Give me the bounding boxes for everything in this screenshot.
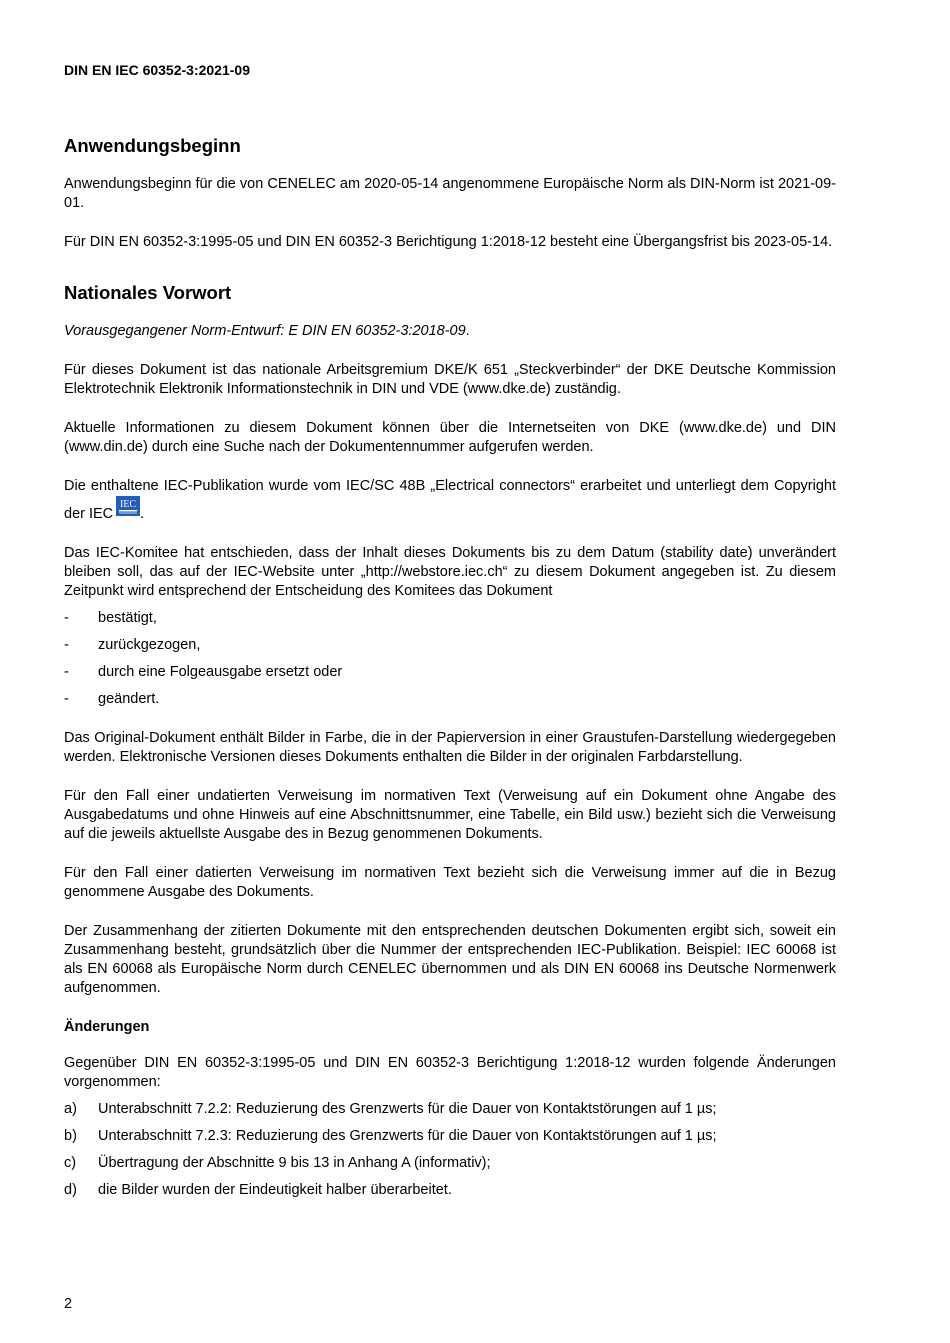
list-marker: b) — [64, 1128, 77, 1144]
paragraph: Der Zusammenhang der zitierten Dokumente mit den entsprechenden deutschen Dokumenten ergibt sich, soweit ein Zusammenhang besteht, grundsätzlich über die Nummer der entsprechenden IEC-Publikation. Beispiel: IEC 60068 ist als EN 60068 als Europäische Norm durch CENELEC übernommen und als DIN EN 60068 ins Deutsche Normenwerk aufgenommen. — [64, 923, 836, 996]
dash-list — [64, 609, 836, 709]
list-item — [64, 609, 836, 628]
iec-logo-icon — [116, 496, 140, 516]
copyright-text: Die enthaltene IEC-Publikation wurde vom IEC/SC 48B „Electrical connectors“ erarbeitet und unterliegt dem Copyright der IEC — [64, 478, 836, 522]
paragraph: Für DIN EN 60352-3:1995-05 und DIN EN 60352-3 Berichtigung 1:2018-12 besteht eine Übergangsfrist bis 2023-05-14. — [64, 234, 833, 250]
list-item-text: Unterabschnitt 7.2.3: Reduzierung des Grenzwerts für die Dauer von Kontaktstörungen auf 1 µs; — [98, 1128, 717, 1144]
paragraph-copyright — [64, 477, 836, 524]
page-number: 2 — [64, 1296, 73, 1312]
paragraph: Anwendungsbeginn für die von CENELEC am 2020-05-14 angenommene Europäische Norm als DIN-Norm ist 2021-09-01. — [64, 176, 836, 211]
changes-list — [64, 1100, 836, 1200]
list-item-text: geändert. — [98, 691, 160, 707]
list-marker: - — [64, 610, 69, 626]
draft-reference: Vorausgegangener Norm-Entwurf: E DIN EN 60352-3:2018-09 — [64, 323, 466, 339]
list-item — [64, 636, 836, 655]
list-item — [64, 1127, 836, 1146]
list-marker: - — [64, 664, 69, 680]
paragraph: Das Original-Dokument enthält Bilder in Farbe, die in der Papierversion in einer Graustufen-Darstellung wiedergegeben werden. Elektronische Versionen dieses Dokuments enthalten die Bilder in der originalen Farbdarstellung. — [64, 730, 836, 765]
list-item — [64, 1181, 836, 1200]
list-marker: d) — [64, 1182, 77, 1198]
list-item — [64, 690, 836, 709]
list-item-text: Unterabschnitt 7.2.2: Reduzierung des Grenzwerts für die Dauer von Kontaktstörungen auf 1 µs; — [98, 1101, 717, 1117]
list-marker: c) — [64, 1155, 77, 1171]
paragraph: Für den Fall einer datierten Verweisung im normativen Text bezieht sich die Verweisung immer auf die in Bezug genommene Ausgabe des Dokuments. — [64, 865, 836, 900]
list-item — [64, 663, 836, 682]
paragraph: Aktuelle Informationen zu diesem Dokument können über die Internetseiten von DKE (www.dke.de) und DIN (www.din.de) durch eine Suche nach der Dokumentennummer aufgerufen werden. — [64, 420, 836, 455]
section-title-aenderungen: Änderungen — [64, 1019, 150, 1035]
document-page — [64, 0, 836, 1343]
list-item-text: die Bilder wurden der Eindeutigkeit halber überarbeitet. — [98, 1182, 452, 1198]
document-content — [64, 134, 836, 1220]
paragraph-draft-reference — [64, 322, 836, 341]
list-item-text: Übertragung der Abschnitte 9 bis 13 in Anhang A (informativ); — [98, 1155, 491, 1171]
section-title-nationales-vorwort: Nationales Vorwort — [64, 282, 232, 303]
punctuation: . — [140, 506, 145, 522]
list-item-text: zurückgezogen, — [98, 637, 201, 653]
list-marker: a) — [64, 1101, 77, 1117]
paragraph: Das IEC-Komitee hat entschieden, dass der Inhalt dieses Dokuments bis zu dem Datum (stability date) unverändert bleiben soll, das auf der IEC-Website unter „http://webstore.iec.ch“ zu diesem Dokument angegeben ist. Zu diesem Zeitpunkt wird entsprechend der Entscheidung des Komitees das Dokument — [64, 545, 836, 599]
list-marker: - — [64, 637, 69, 653]
list-item — [64, 1154, 836, 1173]
list-marker: - — [64, 691, 69, 707]
punctuation: . — [465, 323, 470, 339]
paragraph: Für den Fall einer undatierten Verweisung im normativen Text (Verweisung auf ein Dokument ohne Angabe des Ausgabedatums und ohne Hinweis auf eine Abschnittsnummer, eine Tabelle, ein Bild usw.) bezieht sich die Verweisung auf die jeweils aktuellste Ausgabe des in Bezug genommenen Dokuments. — [64, 788, 836, 842]
document-id: DIN EN IEC 60352-3:2021-09 — [64, 62, 250, 78]
paragraph: Gegenüber DIN EN 60352-3:1995-05 und DIN EN 60352-3 Berichtigung 1:2018-12 wurden folgende Änderungen vorgenommen: — [64, 1055, 836, 1090]
list-item-text: bestätigt, — [98, 610, 157, 626]
list-item-text: durch eine Folgeausgabe ersetzt oder — [98, 664, 343, 680]
section-title-anwendungsbeginn: Anwendungsbeginn — [64, 135, 241, 156]
list-item — [64, 1100, 836, 1119]
paragraph: Für dieses Dokument ist das nationale Arbeitsgremium DKE/K 651 „Steckverbinder“ der DKE Deutsche Kommission Elektrotechnik Elektronik Informationstechnik in DIN und VDE (www.dke.de) zuständig. — [64, 362, 836, 397]
iec-logo-label: IEC — [120, 499, 137, 510]
